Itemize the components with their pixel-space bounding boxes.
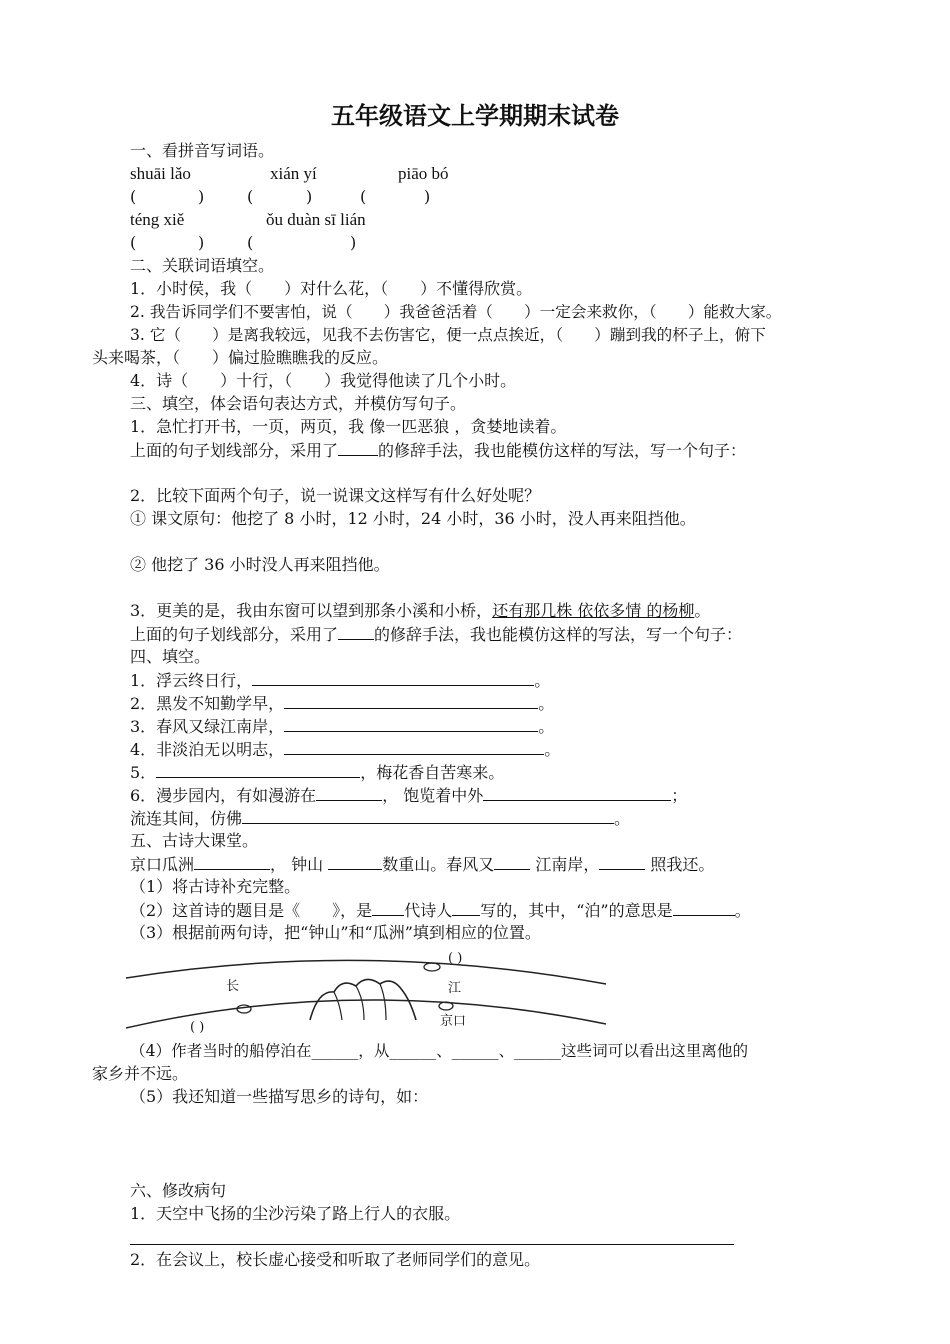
map-paren-bottom: ( ) — [190, 1020, 205, 1035]
s4-line-3 — [130, 716, 554, 737]
q3-main: 3．更美的是，我由东窗可以望到那条小溪和小桥， — [130, 601, 493, 620]
answer-blank[interactable] — [372, 900, 404, 916]
poem-text: ， 钟山 — [270, 855, 324, 874]
paren-open: ( — [360, 187, 367, 206]
page-title: 五年级语文上学期期末试卷 — [331, 102, 619, 130]
answer-blank[interactable] — [338, 440, 378, 456]
map-label-jiang: 江 — [448, 981, 462, 996]
s4-line-6 — [130, 785, 687, 806]
period: 。 — [544, 740, 561, 759]
paren-close: ) — [350, 233, 357, 252]
answer-blank[interactable] — [328, 854, 382, 870]
s4-line-4 — [130, 739, 560, 760]
s6-question-1: 1．天空中飞扬的尘沙污染了路上行人的衣服。 — [130, 1204, 461, 1223]
s5-question-4b: 家乡并不远。 — [92, 1064, 189, 1083]
section6-heading: 六、修改病句 — [130, 1181, 227, 1200]
s3-question-1-prompt — [130, 440, 746, 461]
s4-line-7 — [130, 808, 630, 829]
s2-question-3a: 3. 它（ ）是离我较远，见我不去伤害它，便一点点挨近，（ ）蹦到我的杯子上，俯下 — [130, 326, 766, 344]
answer-blank[interactable] — [673, 900, 735, 916]
answer-blank[interactable] — [194, 854, 270, 870]
poem-text: 数重山。春风又 — [382, 855, 495, 874]
s2-question-3b: 头来喝茶，（ ）偏过脸瞧瞧我的反应。 — [92, 348, 389, 367]
verse-text: 4．非淡泊无以明志， — [130, 740, 285, 759]
s2-question-2: 2. 我告诉同学们不要害怕，说（ ）我爸爸活着（ ）一定会来救你，（ ）能救大家。 — [130, 303, 782, 321]
section3-heading: 三、填空，体会语句表达方式，并模仿写句子。 — [130, 394, 467, 413]
verse-text: ； — [671, 786, 688, 805]
poem-line — [130, 854, 714, 875]
q2-text: 。 — [734, 901, 751, 920]
prompt-pre: 上面的句子划线部分，采用了 — [130, 625, 339, 644]
period: 。 — [534, 671, 551, 690]
s5-question-1: （1）将古诗补充完整。 — [130, 877, 301, 896]
period: 。 — [614, 809, 631, 828]
q2-text: 代诗人 — [404, 901, 453, 920]
paren-open: ( — [247, 187, 254, 206]
period: 。 — [538, 717, 555, 736]
poem-text: 江南岸， — [535, 855, 600, 874]
answer-blank[interactable] — [284, 716, 538, 732]
s2-question-4: 4．诗（ ）十行，（ ）我觉得他读了几个小时。 — [130, 371, 517, 390]
verse-text: ，梅花香自苦寒来。 — [360, 763, 505, 782]
s5-question-2 — [130, 900, 751, 921]
answer-blank[interactable] — [494, 854, 530, 870]
s3-question-2a: ① 课文原句：他挖了 8 小时，12 小时，24 小时，36 小时，没人再来阻挡他。 — [130, 509, 696, 528]
zhongshan-marker-circle — [424, 963, 440, 971]
answer-blank[interactable] — [452, 900, 480, 916]
pinyin-xianyi: xián yí — [270, 164, 317, 183]
paren-close: ) — [198, 187, 205, 206]
verse-text: 2．黑发不知勤学早， — [130, 694, 285, 713]
s3-question-1: 1．急忙打开书，一页，两页，我 像一匹恶狼 ，贪婪地读着。 — [130, 417, 567, 436]
answer-blank[interactable] — [242, 808, 614, 824]
paren-close: ) — [424, 187, 431, 206]
s5-question-5: （5）我还知道一些描写思乡的诗句，如： — [130, 1087, 429, 1106]
q2-text: 写的，其中，“泊”的意思是 — [480, 901, 673, 920]
answer-blank[interactable] — [338, 624, 374, 640]
paren-close: ) — [306, 187, 313, 206]
answer-blank[interactable] — [316, 785, 382, 801]
pinyin-piaobo: piāo bó — [398, 164, 449, 183]
paren-open: ( — [130, 187, 137, 206]
s6-question-2: 2．在会议上，校长虚心接受和听取了老师同学们的意见。 — [130, 1250, 541, 1269]
section5-heading: 五、古诗大课堂。 — [130, 831, 259, 850]
s4-line-1 — [130, 670, 550, 691]
s5-question-3: （3）根据前两句诗，把“钟山”和“瓜洲”填到相应的位置。 — [130, 923, 541, 942]
answer-blank[interactable] — [284, 739, 544, 755]
guazhou-marker-circle — [237, 1005, 251, 1013]
pinyin-shuailao: shuāi lǎo — [130, 164, 191, 183]
s4-line-5 — [130, 762, 504, 783]
map-paren-top: ( ) — [448, 951, 463, 966]
s3-question-3 — [130, 601, 710, 621]
prompt-post: 的修辞手法，我也能模仿这样的写法，写一个句子： — [374, 625, 743, 644]
jingkou-marker-circle — [439, 1002, 453, 1010]
q3-end: 。 — [694, 601, 711, 620]
verse-text: ， 饱览着中外 — [382, 786, 484, 805]
poem-text: 照我还。 — [650, 855, 715, 874]
prompt-post: 的修辞手法，我也能模仿这样的写法，写一个句子： — [378, 441, 747, 460]
s2-question-1: 1．小时侯，我（ ）对什么花，（ ）不懂得欣赏。 — [130, 279, 533, 298]
s3-question-2: 2．比较下面两个句子，说一说课文这样写有什么好处呢？ — [130, 486, 541, 505]
verse-text: 6．漫步园内，有如漫游在 — [130, 786, 317, 805]
answer-line[interactable] — [130, 1244, 734, 1245]
section4-heading: 四、填空。 — [130, 647, 211, 666]
poem-text: 京口瓜洲 — [130, 855, 195, 874]
answer-blank[interactable] — [483, 785, 671, 801]
answer-blank[interactable] — [252, 670, 534, 686]
answer-blank[interactable] — [156, 762, 360, 778]
pinyin-ouduansilian: ǒu duàn sī lián — [266, 210, 366, 229]
s3-question-3-prompt — [130, 624, 742, 645]
s5-question-4a: （4）作者当时的船停泊在______，从______、______、______这些词可以看出这里离他的 — [130, 1042, 749, 1060]
s4-line-2 — [130, 693, 554, 714]
section1-heading: 一、看拼音写词语。 — [130, 141, 275, 160]
pinyin-tengxie: téng xiě — [130, 210, 185, 229]
map-label-chang: 长 — [226, 979, 240, 994]
q2-text: （2）这首诗的题目是《 》，是 — [130, 901, 373, 920]
period: 。 — [538, 694, 555, 713]
paren-close: ) — [198, 233, 205, 252]
verse-text: 流连其间，仿佛 — [130, 809, 243, 828]
verse-num: 5． — [130, 763, 157, 782]
q3-underlined: 还有那几株 依依多情 的杨柳 — [492, 601, 695, 620]
paren-open: ( — [247, 233, 254, 252]
verse-text: 1．浮云终日行， — [130, 671, 253, 690]
verse-text: 3．春风又绿江南岸， — [130, 717, 285, 736]
s3-question-2b: ② 他挖了 36 小时没人再来阻挡他。 — [130, 555, 390, 574]
paren-open: ( — [130, 233, 137, 252]
map-label-jingkou: 京口 — [440, 1014, 467, 1029]
section2-heading: 二、关联词语填空。 — [130, 256, 275, 275]
prompt-pre: 上面的句子划线部分，采用了 — [130, 441, 339, 460]
answer-blank[interactable] — [284, 693, 538, 709]
answer-blank[interactable] — [599, 854, 645, 870]
